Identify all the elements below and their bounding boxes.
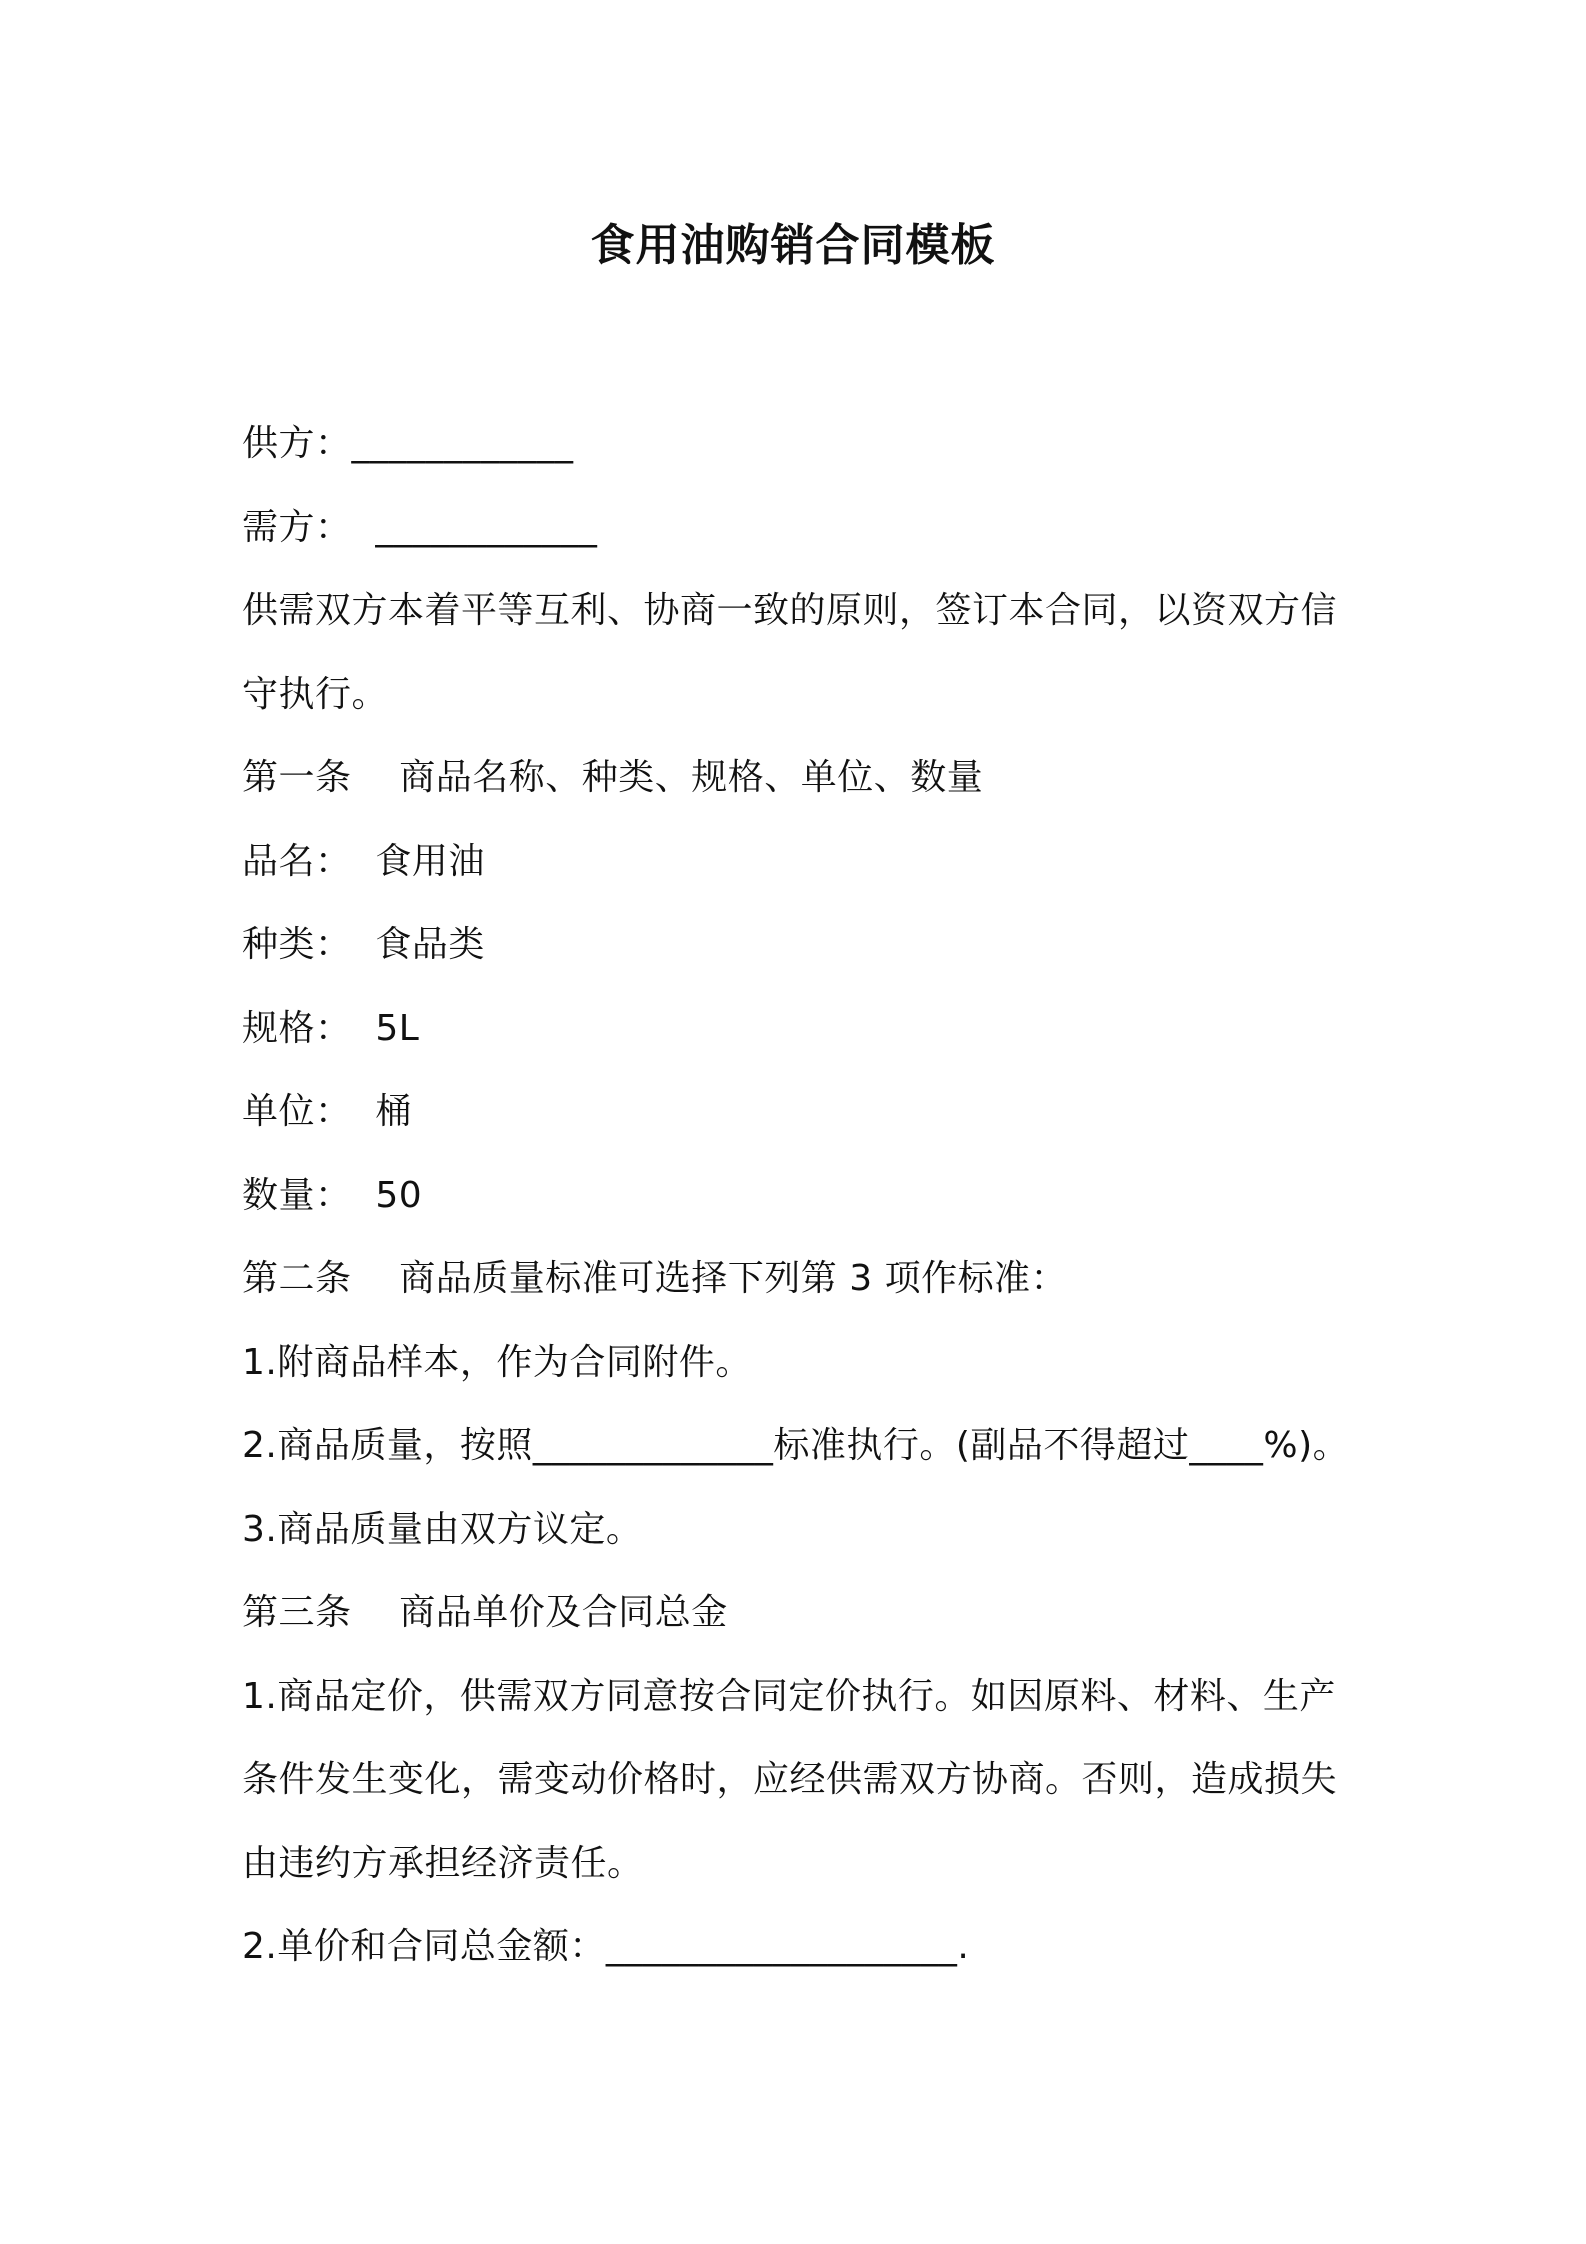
product-category-line: 种类： 食品类 [242, 924, 485, 965]
supplier-line: 供方：____________ [242, 423, 574, 464]
product-unit-line: 单位： 桶 [242, 1091, 412, 1132]
total-amount-line: 2.单价和合同总金额：___________________. [242, 1926, 970, 1967]
quality-option-3: 3.商品质量由双方议定。 [242, 1508, 643, 1550]
product-name-line: 品名： 食用油 [242, 840, 485, 882]
article-3-heading: 第三条 商品单价及合同总金 [242, 1592, 728, 1633]
pricing-clause-line-1: 1.商品定价，供需双方同意按合同定价执行。如因原料、材料、生产 [242, 1675, 1336, 1717]
document-title: 食用油购销合同模板 [590, 220, 996, 271]
product-spec-line: 规格： 5L [242, 1007, 420, 1049]
pricing-clause-line-2: 条件发生变化，需变动价格时，应经供需双方协商。否则，造成损失 [242, 1759, 1338, 1800]
preamble-line-2: 守执行。 [242, 673, 389, 715]
buyer-line: 需方： ____________ [242, 506, 598, 548]
pricing-clause-line-3: 由违约方承担经济责任。 [242, 1842, 644, 1884]
preamble-line-1: 供需双方本着平等互利、协商一致的原则，签订本合同，以资双方信 [242, 590, 1338, 631]
document-body [242, 402, 1362, 1989]
article-2-heading: 第二条 商品质量标准可选择下列第 3 项作标准： [242, 1258, 1068, 1299]
quality-option-2: 2.商品质量，按照_____________标准执行。(副品不得超过____%)。 [242, 1425, 1350, 1466]
quality-option-1: 1.附商品样本，作为合同附件。 [242, 1341, 752, 1383]
article-1-heading: 第一条 商品名称、种类、规格、单位、数量 [242, 757, 984, 798]
product-quantity-line: 数量： 50 [242, 1174, 423, 1216]
